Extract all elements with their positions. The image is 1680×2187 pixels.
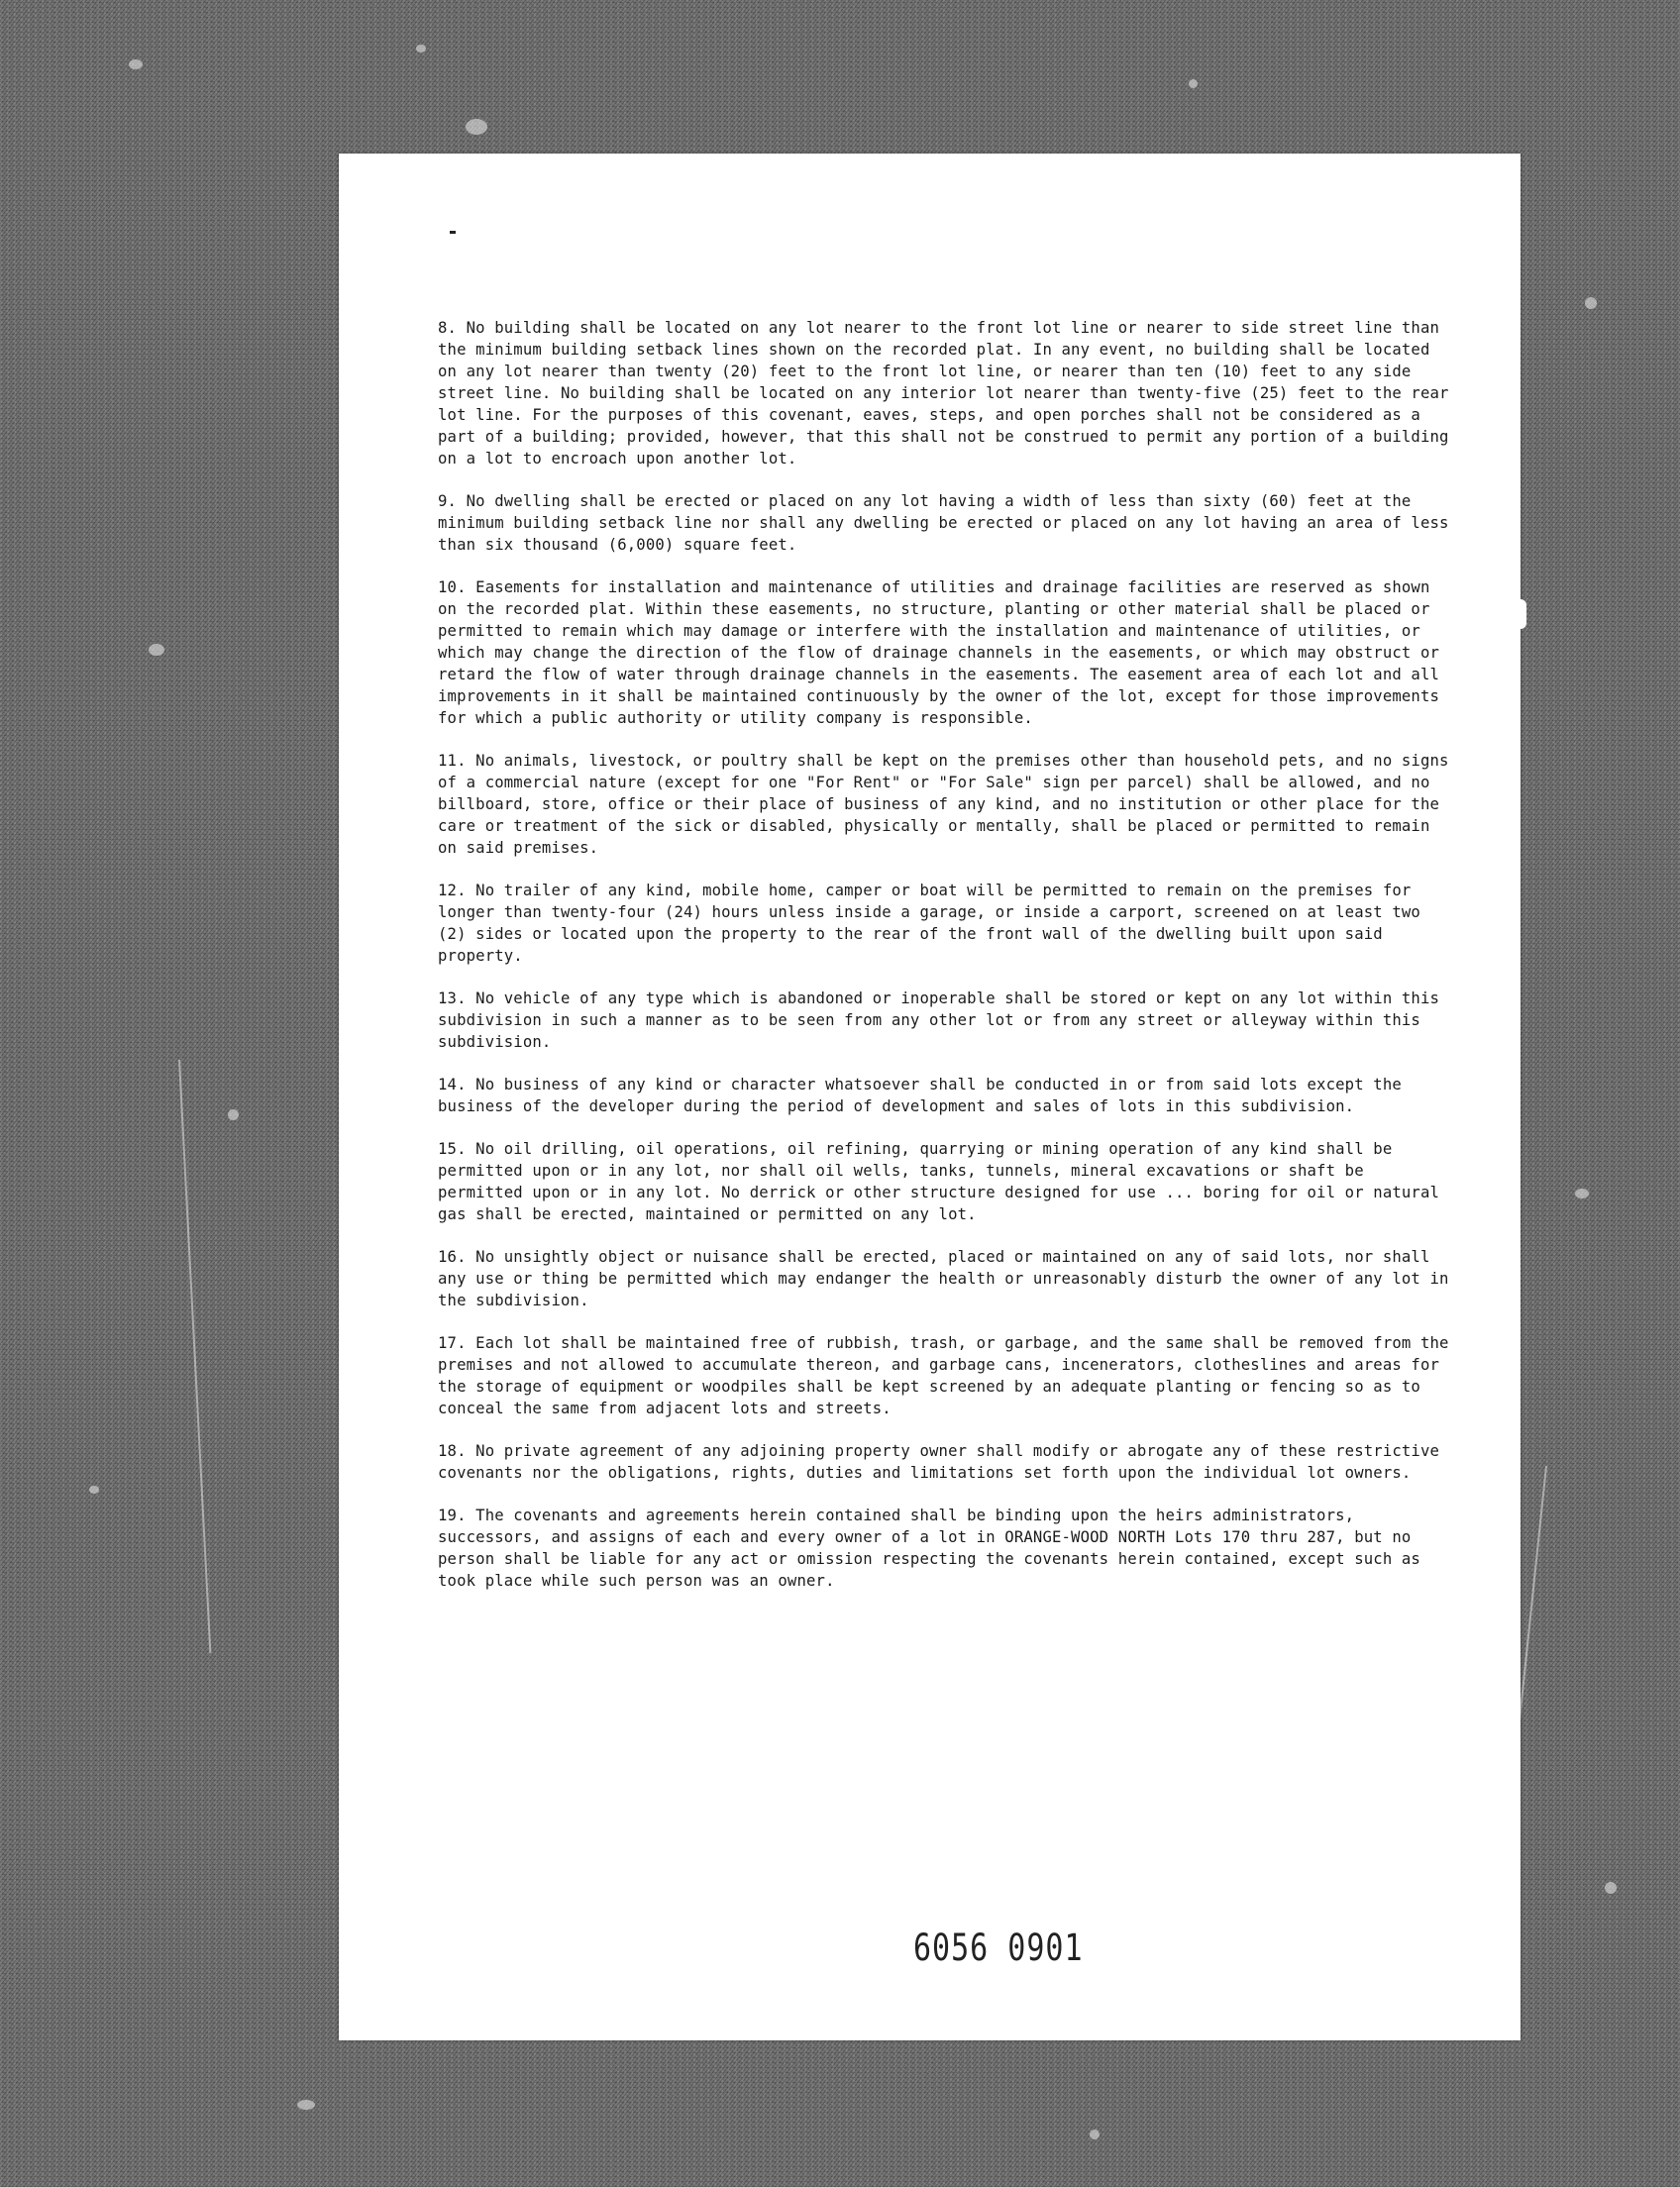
recording-number: 6056 0901 [913,1927,1084,1970]
scan-speck [129,59,143,69]
scan-speck [1585,297,1597,309]
scan-speck [89,1486,99,1494]
page-edge-tab [1519,599,1526,629]
covenant-paragraph-12: 12. No trailer of any kind, mobile home, camper or boat will be permitted to remain on the premises for longer than twenty-four (24) hours unless inside a garage, or inside a carport, screened on at least two (2) sides or located upon the property to the rear of the front wall of the dwelling built upon said property. [438,882,1420,965]
scan-speck [416,45,426,52]
covenant-paragraph-9: 9. No dwelling shall be erected or placed on any lot having a width of less than sixty (60) feet at the minimum building setback line nor shall any dwelling be erected or placed on any lot having an area of less than six thousand (6,000) square feet. [438,492,1449,554]
scan-speck [1575,1189,1589,1198]
covenant-text [438,317,1458,1613]
scan-streak [178,1060,211,1653]
covenant-paragraph-15: 15. No oil drilling, oil operations, oil refining, quarrying or mining operation of any kind shall be permitted upon or in any lot, nor shall oil wells, tanks, tunnels, mineral excavations or shaft be permitted upon or in any lot. No derrick or other structure designed for use ... boring for oil or natural gas shall be erected, maintained or permitted on any lot. [438,1140,1440,1223]
scan-speck [1090,2130,1100,2139]
covenant-paragraph-8: 8. No building shall be located on any lot nearer to the front lot line or nearer to side street line than the minimum building setback lines shown on the recorded plat. In any event, no building shall be located on any lot nearer than twenty (20) feet to the front lot line, or nearer than ten (10) feet to any side street line. No building shall be located on any interior lot nearer than twenty-five (25) feet to the rear lot line. For the purposes of this covenant, eaves, steps, and open porches shall not be considered as a part of a building; provided, however, that this shall not be construed to permit any portion of a building on a lot to encroach upon another lot. [438,319,1449,468]
covenant-paragraph-16: 16. No unsightly object or nuisance shall be erected, placed or maintained on any of said lots, nor shall any use or thing be permitted which may endanger the health or unreasonably disturb the owner of any lot in the subdivision. [438,1248,1449,1309]
covenant-paragraph-19: 19. The covenants and agreements herein contained shall be binding upon the heirs administrators, successors, and assigns of each and every owner of a lot in ORANGE-WOOD NORTH Lots 170 thru 287, but no person shall be liable for any act or omission respecting the covenants herein contained, except such as took place while such person was an owner. [438,1507,1420,1590]
covenant-paragraph-14: 14. No business of any kind or character whatsoever shall be conducted in or from said lots except the business of the developer during the period of development and sales of lots in this subdivision. [438,1076,1402,1115]
covenant-paragraph-10: 10. Easements for installation and maintenance of utilities and drainage facilities are reserved as shown on the recorded plat. Within these easements, no structure, planting or other material shall be placed or permitted to remain which may damage or interfere with the installation and maintenance of utilities, or which may change the direction of the flow of drainage channels in the easements, or which may obstruct or retard the flow of water through drainage channels in the easements. The easement area of each lot and all improvements in it shall be maintained continuously by the owner of the lot, except for those improvements for which a public authority or utility company is responsible. [438,578,1440,727]
scan-speck [1189,79,1198,88]
scan-speck [466,119,487,135]
scan-speck [1605,1882,1617,1894]
scan-speck [297,2100,315,2110]
covenant-paragraph-17: 17. Each lot shall be maintained free of rubbish, trash, or garbage, and the same shall be removed from the premises and not allowed to accumulate thereon, and garbage cans, incenerators, clotheslines and areas for the storage of equipment or woodpiles shall be kept screened by an adequate planting or fencing so as to conceal the same from adjacent lots and streets. [438,1334,1449,1417]
document-page [339,154,1521,2040]
covenant-paragraph-18: 18. No private agreement of any adjoining property owner shall modify or abrogate any of these restrictive covenants nor the obligations, rights, duties and limitations set forth upon the individual lot owners. [438,1442,1440,1482]
covenant-paragraph-11: 11. No animals, livestock, or poultry shall be kept on the premises other than household pets, and no signs of a commercial nature (except for one "For Rent" or "For Sale" sign per parcel) shall be allowed, and no billboard, store, office or their place of business of any kind, and no institution or other place for the care or treatment of the sick or disabled, physically or mentally, shall be placed or permitted to remain on said premises. [438,752,1449,857]
page-mark [450,231,456,234]
scan-speck [149,644,164,656]
covenant-paragraph-13: 13. No vehicle of any type which is abandoned or inoperable shall be stored or kept on any lot within this subdivision in such a manner as to be seen from any other lot or from any street or alleyway within this subdivision. [438,989,1440,1051]
scan-speck [228,1109,239,1120]
